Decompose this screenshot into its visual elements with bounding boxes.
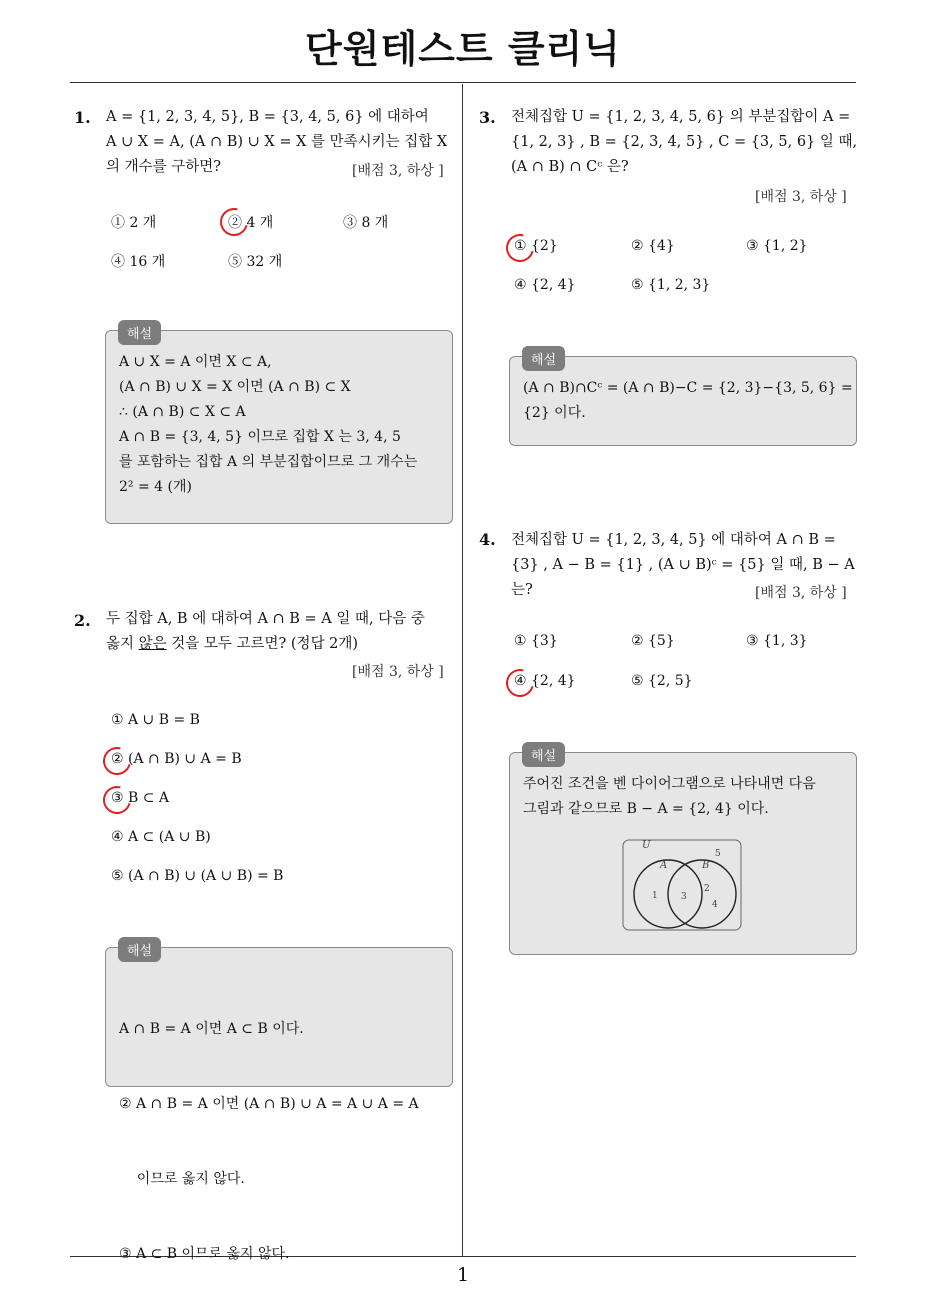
column-divider — [462, 84, 463, 1257]
q2-line — [106, 632, 456, 657]
q1-solution-line: ∴ (A ∩ B) ⊂ X ⊂ A — [119, 404, 246, 420]
venn-region-5: 5 — [715, 849, 721, 859]
q2-underlined-word: 않은 — [138, 636, 167, 652]
q1-line: 의 개수를 구하면? — [106, 159, 222, 175]
q3-line: (A ∩ B) ∩ Cᶜ 은? — [511, 159, 629, 175]
q1-solution-line: A ∪ X = A 이면 X ⊂ A, — [119, 354, 272, 370]
q3-solution-text — [523, 376, 853, 426]
q2-solution-tag: 해설 — [118, 937, 161, 962]
q1-line: A ∪ X = A, (A ∩ B) ∪ X = X 를 만족시키는 집합 X — [106, 134, 448, 150]
q4-solution-text — [523, 772, 853, 822]
q1-line: A = {1, 2, 3, 4, 5}, B = {3, 4, 5, 6} 에 대하여 — [106, 109, 429, 125]
q3-choice-5[interactable]: ⑤ {1, 2, 3} — [631, 277, 711, 293]
answer-mark-circle — [501, 229, 539, 267]
q4-score: [배점 3, 하상 ] — [755, 585, 847, 601]
venn-region-2: 2 — [704, 884, 710, 894]
q1-choice-1[interactable]: ① 2 개 — [111, 215, 157, 231]
q1-choice-2[interactable]: ② 4 개 — [228, 215, 274, 231]
q3-choice-3[interactable]: ③ {1, 2} — [746, 238, 808, 254]
q4-line: {3} , A − B = {1} , (A ∪ B)ᶜ = {5} 일 때, B − A — [511, 557, 855, 573]
venn-diagram — [620, 834, 746, 934]
q3-solution-line: (A ∩ B)∩Cᶜ = (A ∩ B)−C = {2, 3}−{3, 5, 6} = — [523, 380, 853, 396]
q4-choice-5[interactable]: ⑤ {2, 5} — [631, 673, 693, 689]
q2-score: [배점 3, 하상 ] — [352, 664, 444, 680]
top-divider — [70, 82, 856, 83]
q2-choice-1[interactable]: ① A ∪ B = B — [111, 712, 200, 728]
q2-solution-line: ② A ∩ B = A 이면 (A ∩ B) ∪ A = A ∪ A = A — [119, 1096, 419, 1112]
q2-choice-4[interactable]: ④ A ⊂ (A ∪ B) — [111, 829, 211, 845]
q2-text — [106, 607, 456, 657]
q4-choice-4[interactable]: ④ {2, 4} — [514, 673, 576, 689]
q4-choice-1[interactable]: ① {3} — [514, 633, 558, 649]
venn-label-b: B — [702, 860, 710, 871]
q1-solution-line: A ∩ B = {3, 4, 5} 이므로 집합 X 는 3, 4, 5 — [119, 429, 401, 445]
q2-choice-3[interactable]: ③ B ⊂ A — [111, 790, 170, 806]
q1-number: 1. — [74, 108, 91, 127]
q2-line-post: 것을 모두 고르면? (정답 2개) — [166, 636, 359, 652]
venn-label-u: U — [642, 840, 651, 851]
q4-solution-line: 그림과 같으므로 B − A = {2, 4} 이다. — [523, 801, 769, 817]
q2-choice-2[interactable]: ② (A ∩ B) ∪ A = B — [111, 751, 242, 767]
q1-choice-5[interactable]: ⑤ 32 개 — [228, 254, 283, 270]
answer-mark-circle — [501, 664, 539, 702]
q3-line: 전체집합 U = {1, 2, 3, 4, 5, 6} 의 부분집합이 A = — [511, 109, 851, 125]
q1-solution-text — [119, 350, 449, 500]
q3-number: 3. — [479, 108, 496, 127]
q4-number: 4. — [479, 530, 496, 549]
q3-solution-line: {2} 이다. — [523, 405, 586, 421]
q4-line: 전체집합 U = {1, 2, 3, 4, 5} 에 대하여 A ∩ B = — [511, 532, 836, 548]
q1-solution-line: 2² = 4 (개) — [119, 479, 192, 495]
q2-number: 2. — [74, 611, 91, 630]
venn-region-4: 4 — [712, 900, 718, 910]
q4-choice-3[interactable]: ③ {1, 3} — [746, 633, 808, 649]
q1-score: [배점 3, 하상 ] — [352, 163, 444, 179]
q2-solution-line: ③ A ⊂ B 이므로 옳지 않다. — [119, 1246, 290, 1262]
page-title: 단원테스트 클리닉 — [305, 27, 621, 71]
q1-choice-4[interactable]: ④ 16 개 — [111, 254, 166, 270]
answer-mark-circle — [215, 203, 253, 241]
q3-text — [511, 105, 861, 180]
q3-solution-tag: 해설 — [522, 346, 565, 371]
answer-mark-circle — [98, 781, 136, 819]
q4-solution-line: 주어진 조건을 벤 다이어그램으로 나타내면 다음 — [523, 776, 816, 792]
venn-label-a: A — [660, 860, 668, 871]
q4-solution-tag: 해설 — [522, 742, 565, 767]
q3-score: [배점 3, 하상 ] — [755, 189, 847, 205]
q2-choice-5[interactable]: ⑤ (A ∩ B) ∪ (A ∪ B) = B — [111, 868, 284, 884]
q1-choice-3[interactable]: ③ 8 개 — [343, 215, 389, 231]
q1-solution-tag: 해설 — [118, 320, 161, 345]
q2-solution-text — [119, 967, 449, 1292]
venn-universe-rect — [623, 840, 741, 930]
q3-choice-4[interactable]: ④ {2, 4} — [514, 277, 576, 293]
page-number: 1 — [456, 1264, 470, 1286]
q4-line: 는? — [511, 582, 533, 598]
q2-solution-line: A ∩ B = A 이면 A ⊂ B 이다. — [119, 1021, 304, 1037]
q4-choice-2[interactable]: ② {5} — [631, 633, 675, 649]
q2-line-pre: 옳지 — [106, 636, 139, 652]
venn-region-3: 3 — [681, 892, 687, 902]
venn-region-1: 1 — [652, 891, 658, 901]
q3-choice-2[interactable]: ② {4} — [631, 238, 675, 254]
q3-choice-1[interactable]: ① {2} — [514, 238, 558, 254]
q2-line: 두 집합 A, B 에 대하여 A ∩ B = A 일 때, 다음 중 — [106, 611, 425, 627]
q3-line: {1, 2, 3} , B = {2, 3, 4, 5} , C = {3, 5, 6} 일 때, — [511, 134, 858, 150]
q2-solution-line: 이므로 옳지 않다. — [119, 1171, 245, 1187]
q1-solution-line: 를 포함하는 집합 A 의 부분집합이므로 그 개수는 — [119, 454, 418, 470]
q1-solution-line: (A ∩ B) ∪ X = X 이면 (A ∩ B) ⊂ X — [119, 379, 351, 395]
answer-mark-circle — [98, 742, 136, 780]
